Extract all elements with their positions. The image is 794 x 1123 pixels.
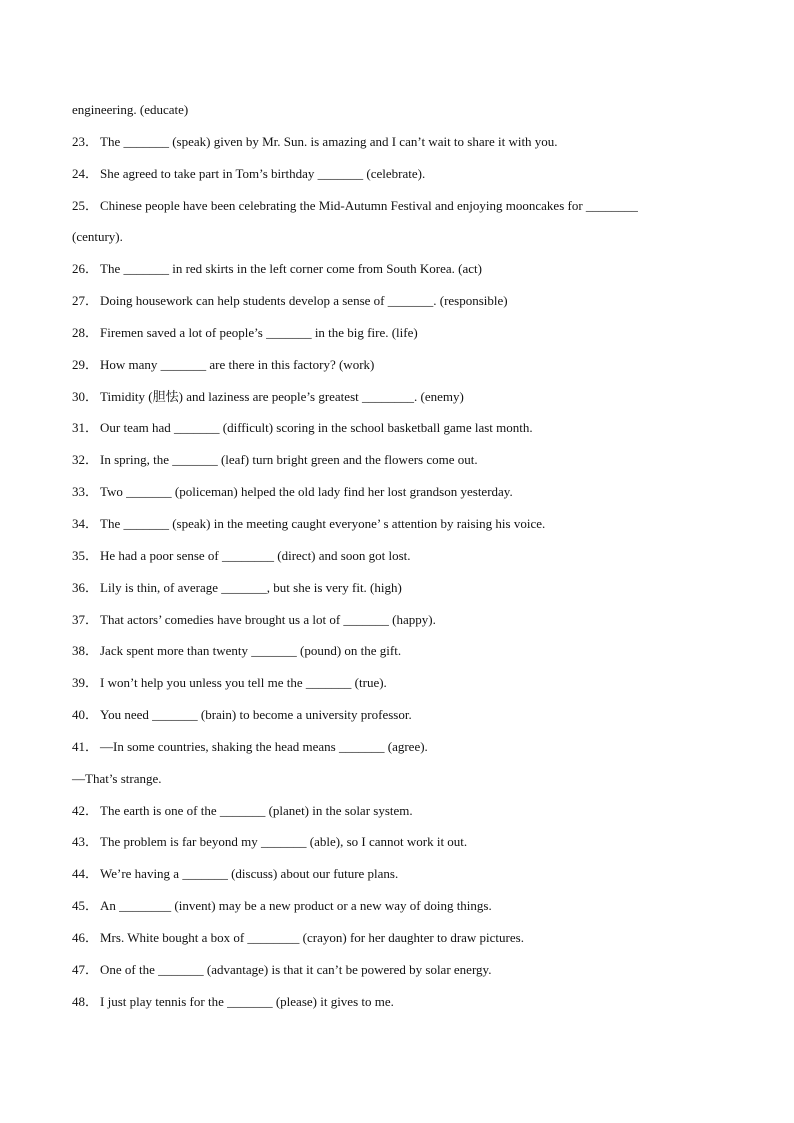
line-text: engineering. (educate) (72, 102, 189, 117)
question-number: 39． (72, 675, 99, 691)
question-number: 32． (72, 452, 99, 468)
continuation-line (72, 769, 712, 801)
question-35 (72, 546, 712, 578)
question-26 (72, 259, 712, 291)
continuation-line (72, 100, 712, 132)
question-text: Two _______ (policeman) helped the old lady find her lost grandson yesterday. (100, 484, 513, 500)
question-number: 46． (72, 929, 99, 945)
question-text: Our team had _______ (difficult) scoring in the school basketball game last month. (100, 420, 533, 436)
question-number: 23． (72, 133, 99, 149)
question-41 (72, 737, 712, 769)
question-text: We’re having a _______ (discuss) about our future plans. (100, 866, 399, 882)
question-47 (72, 960, 712, 992)
question-29 (72, 355, 712, 387)
question-text: Firemen saved a lot of people’s _______ in the big fire. (life) (100, 324, 418, 340)
question-text: I just play tennis for the _______ (please) it gives to me. (100, 993, 394, 1009)
question-text: I won’t help you unless you tell me the _______ (true). (100, 675, 387, 691)
question-text: That actors’ comedies have brought us a lot of _______ (happy). (100, 611, 436, 627)
question-text: Doing housework can help students develop a sense of _______. (responsible) (100, 293, 508, 309)
question-text: The _______ (speak) in the meeting caught everyone’ s attention by raising his voice. (100, 515, 546, 531)
question-39 (72, 673, 712, 705)
question-30 (72, 387, 712, 419)
question-number: 42． (72, 802, 99, 818)
worksheet-page (72, 100, 712, 1023)
question-43 (72, 832, 712, 864)
question-text: —In some countries, shaking the head means _______ (agree). (100, 738, 428, 754)
question-number: 30． (72, 388, 99, 404)
question-38 (72, 641, 712, 673)
question-44 (72, 864, 712, 896)
question-48 (72, 992, 712, 1024)
question-text: You need _______ (brain) to become a university professor. (100, 707, 412, 723)
question-number: 25． (72, 197, 99, 213)
question-24 (72, 164, 712, 196)
question-text: The _______ (speak) given by Mr. Sun. is amazing and I can’t wait to share it with you. (100, 133, 558, 149)
question-text: She agreed to take part in Tom’s birthday _______ (celebrate). (100, 165, 426, 181)
question-33 (72, 482, 712, 514)
question-text: The _______ in red skirts in the left corner come from South Korea. (act) (100, 261, 482, 277)
question-text: The earth is one of the _______ (planet) in the solar system. (100, 802, 413, 818)
question-number: 47． (72, 961, 99, 977)
question-text: How many _______ are there in this factory? (work) (100, 356, 375, 372)
question-number: 48． (72, 993, 99, 1009)
question-28 (72, 323, 712, 355)
question-text: Jack spent more than twenty _______ (pound) on the gift. (100, 643, 402, 659)
question-number: 38． (72, 643, 99, 659)
question-text: Mrs. White bought a box of ________ (crayon) for her daughter to draw pictures. (100, 929, 524, 945)
question-text: The problem is far beyond my _______ (able), so I cannot work it out. (100, 834, 468, 850)
question-23 (72, 132, 712, 164)
question-number: 26． (72, 261, 99, 277)
question-number: 29． (72, 356, 99, 372)
question-number: 43． (72, 834, 99, 850)
question-number: 31． (72, 420, 99, 436)
question-text: Chinese people have been celebrating the Mid-Autumn Festival and enjoying mooncakes for ________ (100, 197, 638, 213)
question-46 (72, 928, 712, 960)
question-text: Lily is thin, of average _______, but she is very fit. (high) (100, 579, 402, 595)
line-text: —That’s strange. (72, 770, 162, 786)
line-text: (century). (72, 229, 123, 245)
question-text: An ________ (invent) may be a new product or a new way of doing things. (100, 898, 492, 914)
question-number: 35． (72, 547, 99, 563)
question-text: One of the _______ (advantage) is that it can’t be powered by solar energy. (100, 961, 492, 977)
question-number: 45． (72, 898, 99, 914)
question-31 (72, 418, 712, 450)
question-number: 37． (72, 611, 99, 627)
question-number: 28． (72, 324, 99, 340)
question-number: 40． (72, 707, 99, 723)
question-34 (72, 514, 712, 546)
question-42 (72, 801, 712, 833)
continuation-line (72, 227, 712, 259)
question-number: 24． (72, 165, 99, 181)
question-text: In spring, the _______ (leaf) turn bright green and the flowers come out. (100, 452, 478, 468)
question-number: 41． (72, 738, 99, 754)
question-27 (72, 291, 712, 323)
question-text: Timidity (胆怯) and laziness are people’s greatest ________. (enemy) (100, 388, 464, 404)
question-number: 34． (72, 515, 99, 531)
question-32 (72, 450, 712, 482)
question-36 (72, 578, 712, 610)
question-text: He had a poor sense of ________ (direct) and soon got lost. (100, 547, 411, 563)
question-25 (72, 196, 712, 228)
question-number: 27． (72, 293, 99, 309)
question-45 (72, 896, 712, 928)
question-number: 44． (72, 866, 99, 882)
question-number: 36． (72, 579, 99, 595)
question-37 (72, 610, 712, 642)
question-number: 33． (72, 484, 99, 500)
question-40 (72, 705, 712, 737)
